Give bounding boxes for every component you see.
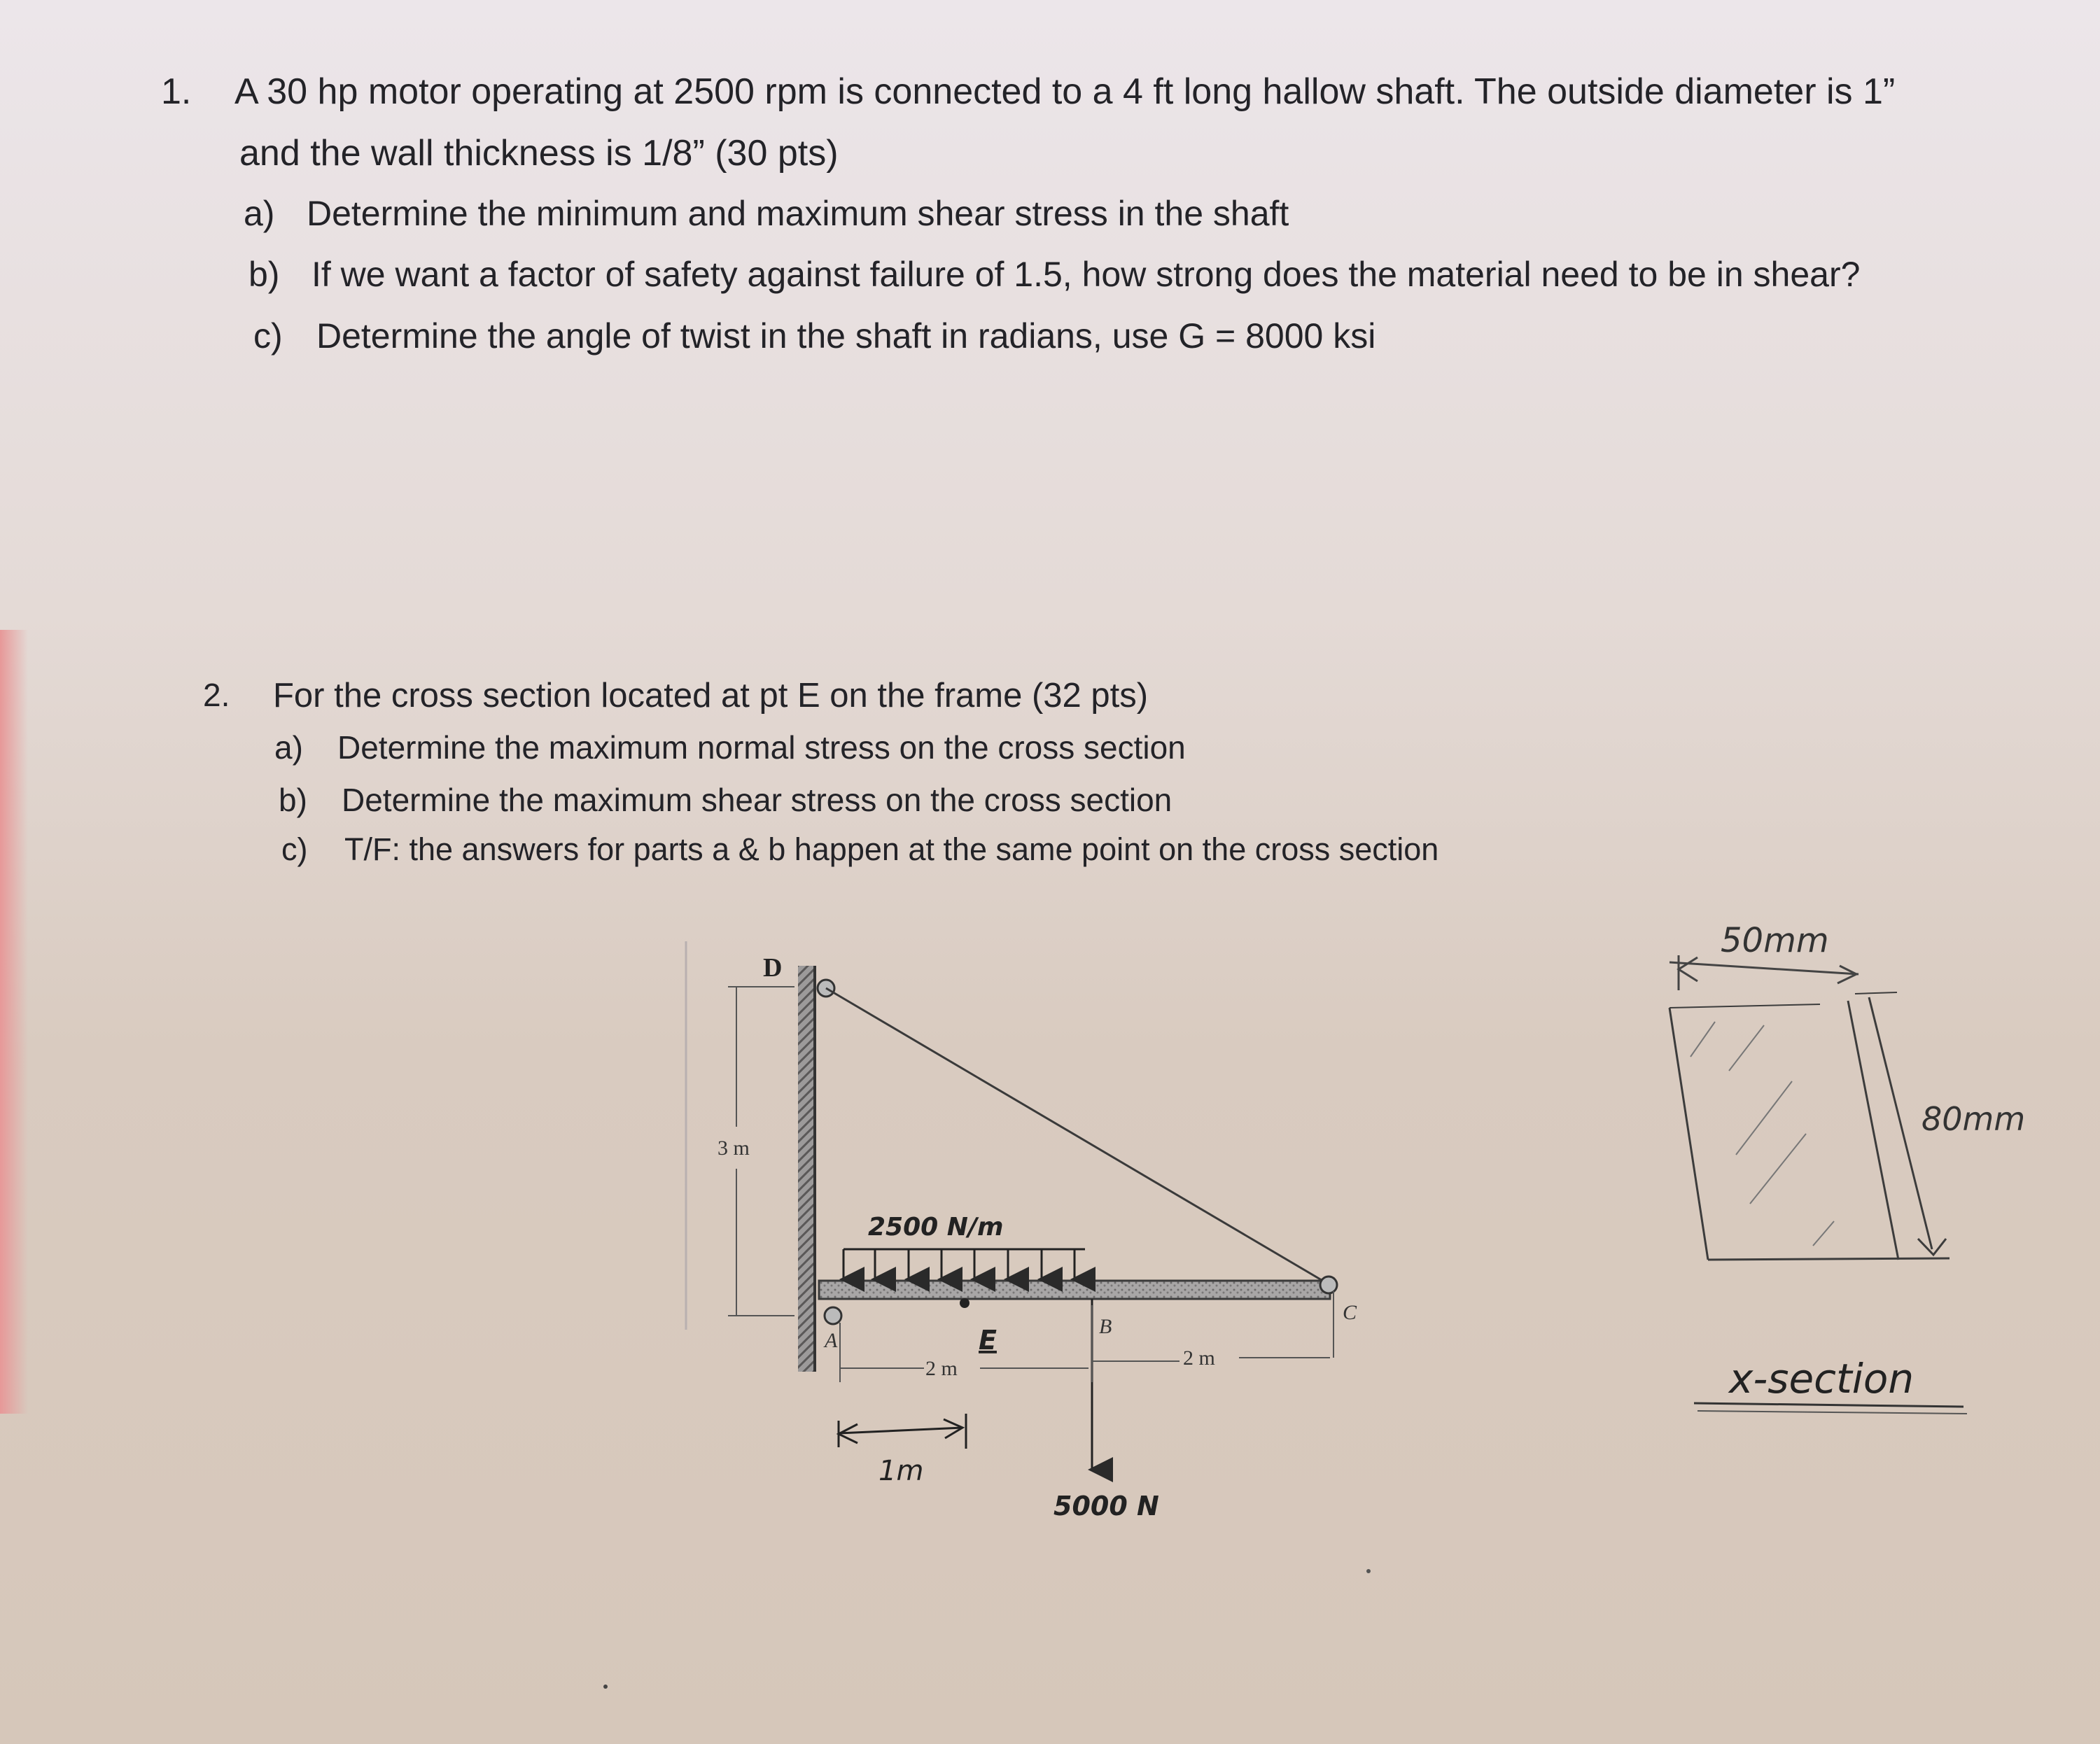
question-2-part-a: a) Determine the maximum normal stress on the cross section [274, 729, 1186, 766]
caption-underline-2 [1698, 1411, 1967, 1414]
point-b-label: B [1099, 1315, 1112, 1338]
distributed-load-label: 2500 N/m [868, 1213, 1004, 1242]
cross-section-width-label: 50mm [1721, 921, 1829, 960]
distributed-load-arrows [844, 1249, 1074, 1279]
wall [798, 966, 815, 1372]
question-1-part-c: c) Determine the angle of twist in the shaft in radians, use G = 8000 ksi [253, 316, 1376, 356]
question-2-part-c: c) T/F: the answers for parts a & b happen at the same point on the cross section [281, 831, 1439, 867]
span1-dim-label: 2 m [925, 1357, 958, 1380]
cross-section-height-label: 80mm [1921, 1100, 2026, 1138]
cross-section-caption: x-section [1729, 1355, 1914, 1402]
question-1-line-1: A 30 hp motor operating at 2500 rpm is connected to a 4 ft long hallow shaft. The outside diameter is 1” [234, 71, 1896, 112]
question-1-part-b: b) If we want a factor of safety against failure of 1.5, how strong does the material need to be in shear? [248, 255, 1861, 294]
point-e-marker [960, 1298, 969, 1308]
point-load-label: 5000 N [1054, 1491, 1159, 1521]
e-offset-dim [839, 1414, 966, 1449]
pin-c [1320, 1277, 1337, 1293]
question-2-line-1: For the cross section located at pt E on the frame (32 pts) [273, 677, 1149, 715]
e-offset-label: 1m [878, 1455, 924, 1487]
question-1-number: 1. [161, 71, 192, 112]
point-a-label: A [825, 1329, 838, 1352]
height-dim-label: 3 m [718, 1137, 750, 1160]
beam-ac [819, 1281, 1330, 1299]
point-c-label: C [1343, 1301, 1357, 1324]
question-1-part-a: a) Determine the minimum and maximum shear stress in the shaft [244, 194, 1289, 233]
speck [603, 1685, 608, 1689]
pin-a [825, 1307, 841, 1324]
question-2-part-b: b) Determine the maximum shear stress on the cross section [279, 782, 1172, 818]
cross-section-sketch [1670, 955, 1949, 1260]
question-2-number: 2. [203, 677, 230, 713]
span2-dim-label: 2 m [1183, 1346, 1215, 1370]
point-d-label: D [763, 953, 783, 983]
point-e-label: E [979, 1325, 997, 1356]
caption-underline-1 [1694, 1403, 1963, 1407]
speck [1366, 1569, 1371, 1573]
question-1-line-2: and the wall thickness is 1/8” (30 pts) [239, 133, 839, 174]
